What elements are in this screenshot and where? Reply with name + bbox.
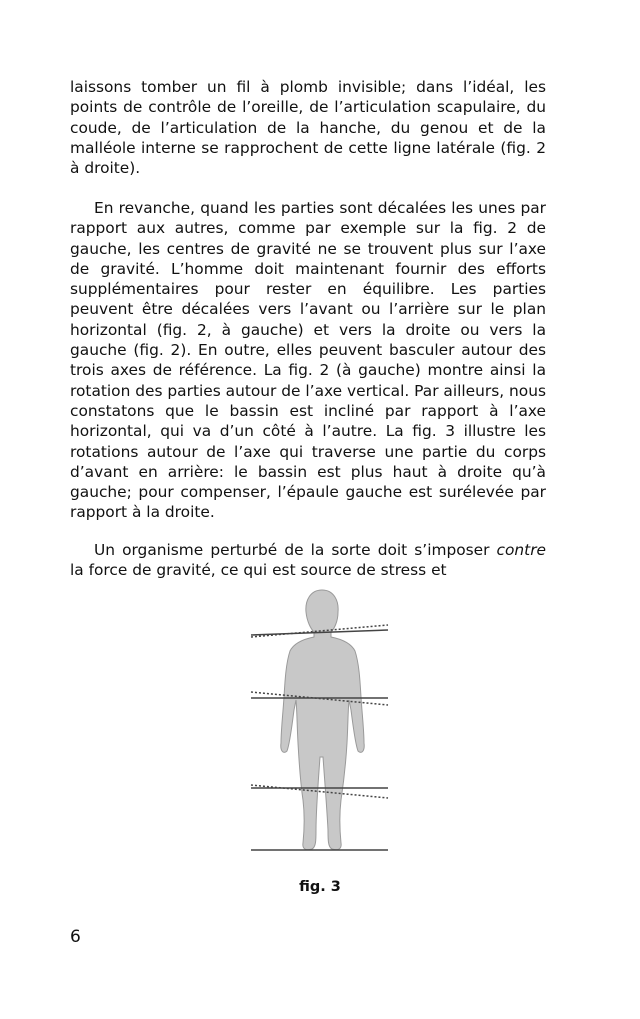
knee-tilt-line	[251, 785, 388, 798]
paragraph-3-end: la force de gravité, ce qui est source de stress et	[70, 561, 447, 580]
paragraph-3-italic: contre	[496, 541, 546, 559]
posture-illustration	[248, 585, 393, 861]
paragraph-3-start: Un organisme perturbé de la sorte doit s’imposer	[94, 541, 497, 559]
page-number: 6	[70, 927, 81, 947]
figure-3	[248, 585, 393, 861]
figure-caption: fig. 3	[299, 879, 341, 895]
paragraph-2: En revanche, quand les parties sont décalées les unes par rapport aux autres, comme par exemple sur la fig. 2 de gauche, les centres de gravité ne se trouvent plus sur l’axe de gravité. L’homme doit maintenant fournir des efforts supplémentaires pour rester en équilibre. Les parties peuvent être décalées vers l’avant ou l’arrière sur le plan horizontal (fig. 2, à gauche) et vers la droite ou vers la gauche (fig. 2). En outre, elles peuvent basculer autour des trois axes de référence. La fig. 2 (à gauche) montre ainsi la rotation des parties autour de l’axe vertical. Par ailleurs, nous constatons que le bassin est incliné par rapport à l’axe horizontal, qui va d’un côté à l’autre. La fig. 3 illustre les rotations autour de l’axe qui traverse une partie du corps d’avant en arrière: le bassin est plus haut à droite qu’à gauche; pour compenser, l’épaule gauche est surélevée par rapport à la droite.	[70, 199, 546, 522]
paragraph-1: laissons tomber un fil à plomb invisible; dans l’idéal, les points de contrôle de l’oreille, de l’articulation scapulaire, du coude, de l’articulation de la hanche, du genou et de la malléole interne se rapprochent de cette ligne latérale (fig. 2 à droite).	[70, 78, 546, 178]
paragraph-3	[70, 540, 546, 581]
body-silhouette	[281, 590, 364, 850]
